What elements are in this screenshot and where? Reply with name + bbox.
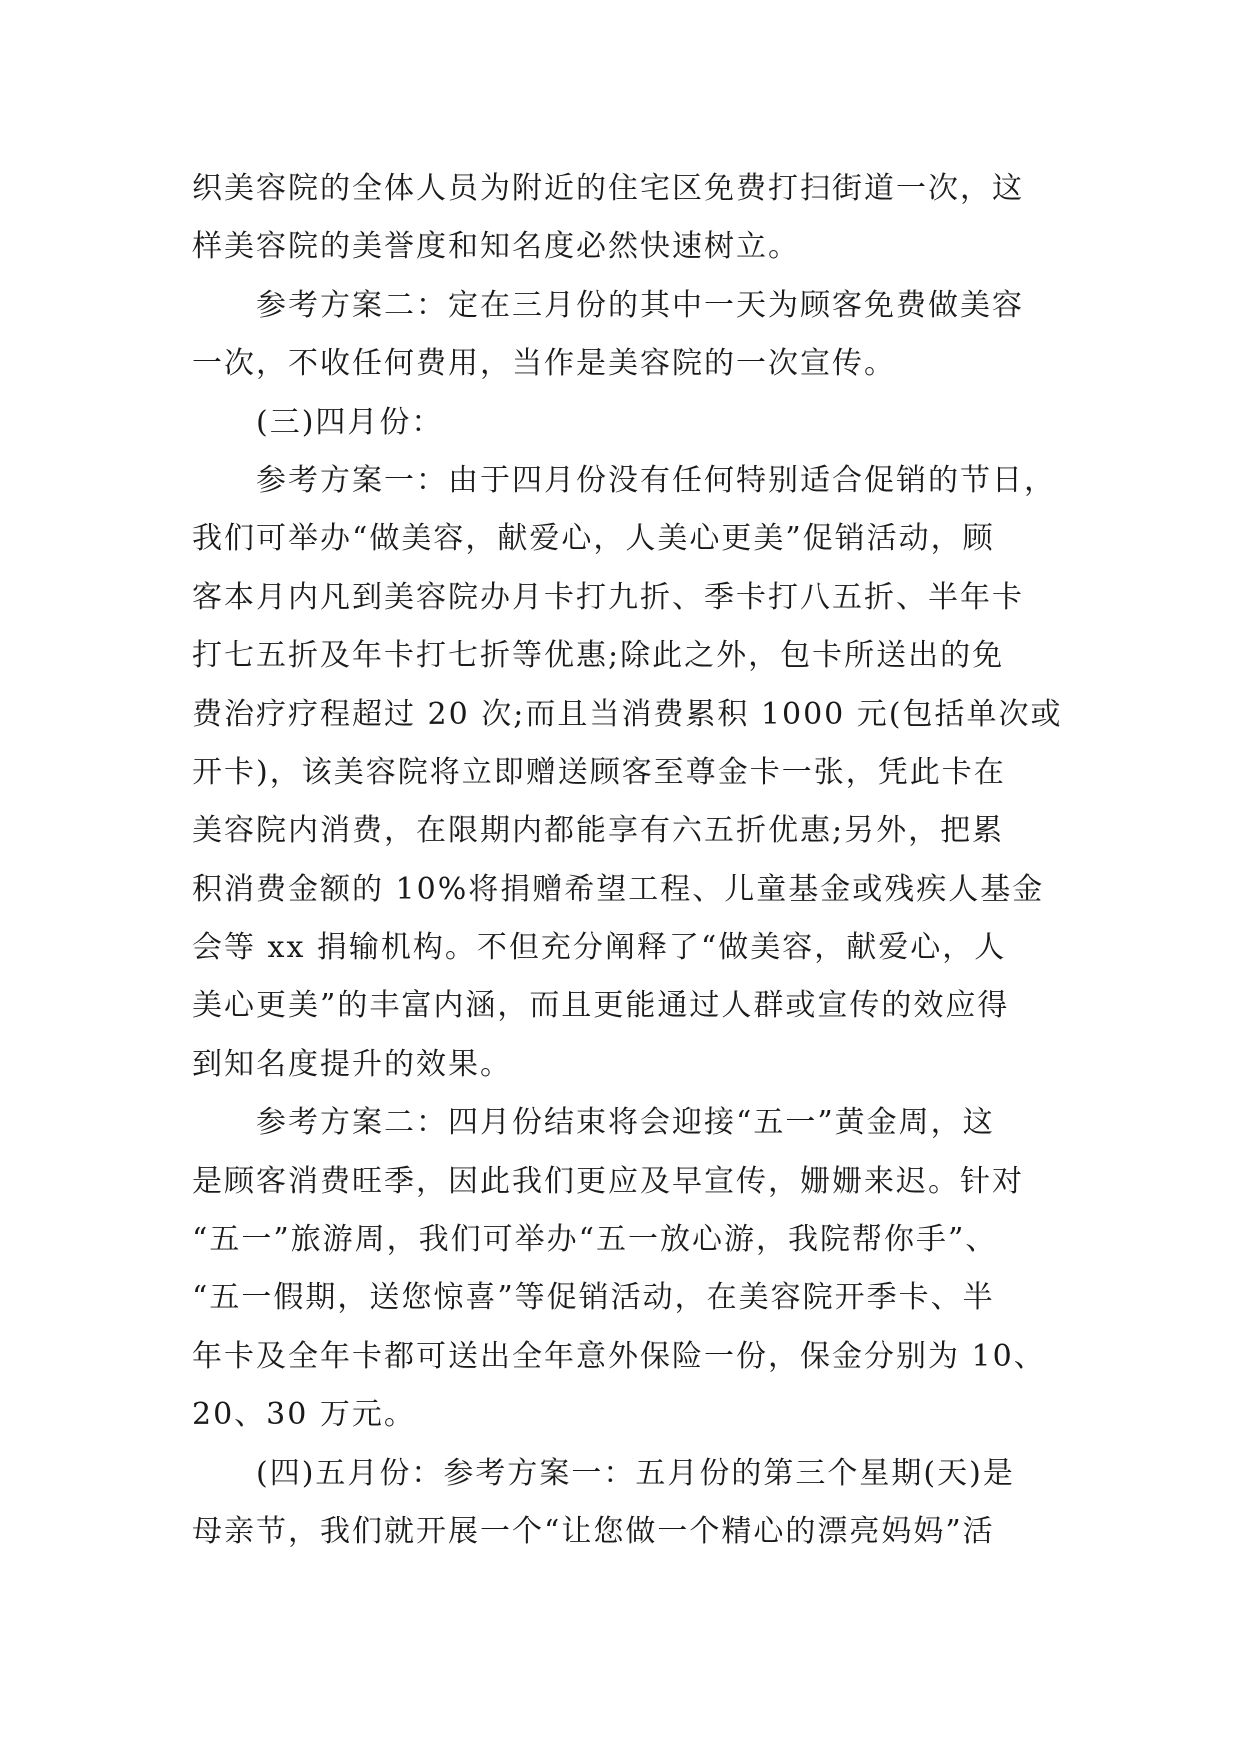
text-line: 积消费金额的 10%将捐赠希望工程、儿童基金或残疾人基金 xyxy=(192,871,1045,907)
text-line: 样美容院的美誉度和知名度必然快速树立。 xyxy=(192,229,800,265)
text-line: 美心更美”的丰富内涵，而且更能通过人群或宣传的效应得 xyxy=(192,988,1010,1024)
text-line: “五一假期，送您惊喜”等促销活动，在美容院开季卡、半 xyxy=(192,1280,995,1316)
section-heading: (四)五月份：参考方案一：五月份的第三个星期(天)是 xyxy=(256,1455,1015,1491)
text-line: 一次，不收任何费用，当作是美容院的一次宣传。 xyxy=(192,346,896,382)
section-heading: (三)四月份： xyxy=(256,404,444,440)
text-line: 20、30 万元。 xyxy=(192,1397,416,1433)
document-body xyxy=(192,160,1072,1561)
text-line: 我们可举办“做美容，献爱心，人美心更美”促销活动，顾 xyxy=(192,521,995,557)
text-line: 织美容院的全体人员为附近的住宅区免费打扫街道一次，这 xyxy=(192,171,1024,206)
text-line: 会等 xx 捐输机构。不但充分阐释了“做美容，献爱心，人 xyxy=(192,930,1007,966)
text-line: “五一”旅游周，我们可举办“五一放心游，我院帮你手”、 xyxy=(192,1222,998,1258)
text-line: 美容院内消费，在限期内都能享有六五折优惠;另外，把累 xyxy=(192,813,1005,849)
text-line: 参考方案二：四月份结束将会迎接“五一”黄金周，这 xyxy=(256,1105,995,1141)
text-line: 参考方案二：定在三月份的其中一天为顾客免费做美容 xyxy=(256,287,1024,323)
text-line: 是顾客消费旺季，因此我们更应及早宣传，姗姗来迟。针对 xyxy=(192,1163,1024,1199)
text-line: 开卡)，该美容院将立即赠送顾客至尊金卡一张，凭此卡在 xyxy=(192,754,1006,790)
text-line: 到知名度提升的效果。 xyxy=(192,1046,512,1082)
text-line: 费治疗疗程超过 20 次;而且当消费累积 1000 元(包括单次或 xyxy=(192,696,1063,732)
text-line: 母亲节，我们就开展一个“让您做一个精心的漂亮妈妈”活 xyxy=(192,1513,995,1549)
text-line: 年卡及全年卡都可送出全年意外保险一份，保金分别为 10、 xyxy=(192,1338,1046,1374)
text-line: 参考方案一：由于四月份没有任何特别适合促销的节日， xyxy=(256,462,1056,498)
text-line: 打七五折及年卡打七折等优惠;除此之外，包卡所送出的免 xyxy=(192,638,1005,674)
text-line: 客本月内凡到美容院办月卡打九折、季卡打八五折、半年卡 xyxy=(192,579,1024,615)
